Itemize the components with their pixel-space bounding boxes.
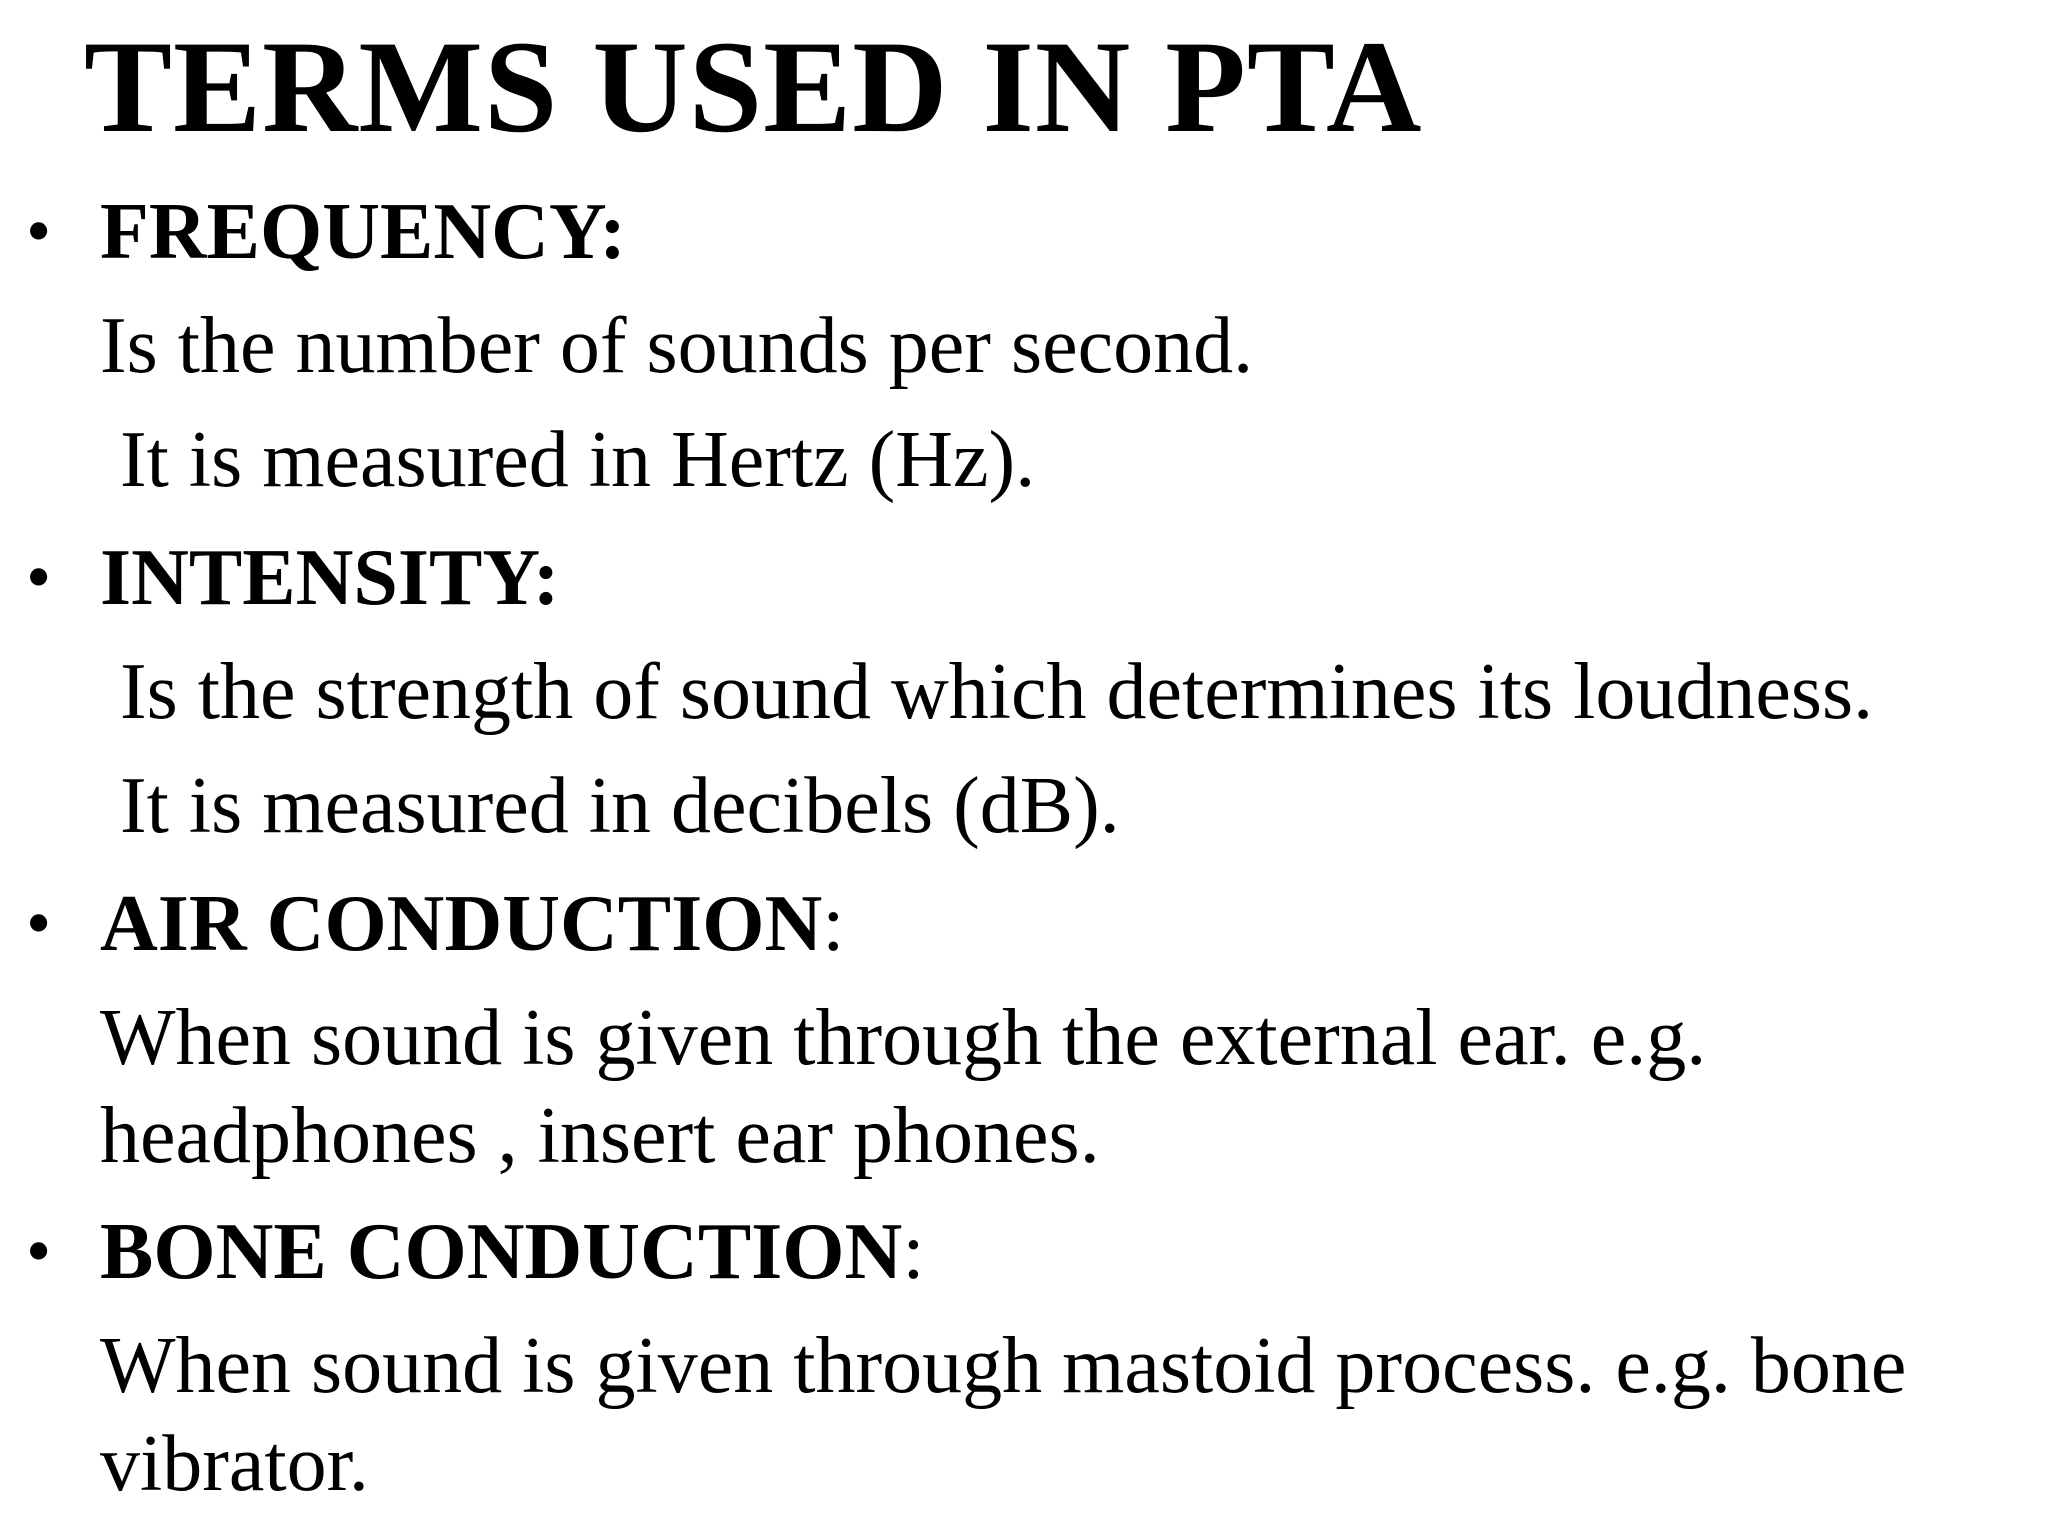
definition-line: When sound is given through the external ear. e.g. — [100, 994, 1707, 1082]
bullet-icon: • — [26, 1211, 52, 1291]
definition-line: Is the strength of sound which determines its loudness. — [120, 648, 1874, 736]
definition-line: vibrator. — [100, 1420, 369, 1508]
term-label: BONE CONDUCTION: — [100, 1208, 925, 1296]
bullet-icon: • — [26, 883, 52, 963]
definition-line: Is the number of sounds per second. — [100, 302, 1254, 390]
slide-title: TERMS USED IN PTA — [84, 13, 1423, 160]
bullet-icon: • — [26, 191, 52, 271]
definition-line: headphones , insert ear phones. — [100, 1092, 1100, 1180]
definition-line: When sound is given through mastoid process. e.g. bone — [100, 1322, 1907, 1410]
term-label: FREQUENCY: — [100, 188, 626, 276]
definition-line: It is measured in Hertz (Hz). — [120, 416, 1036, 504]
definition-line: It is measured in decibels (dB). — [120, 762, 1120, 850]
term-label: INTENSITY: — [100, 534, 560, 622]
term-label: AIR CONDUCTION: — [100, 880, 845, 968]
bullet-icon: • — [26, 537, 52, 617]
